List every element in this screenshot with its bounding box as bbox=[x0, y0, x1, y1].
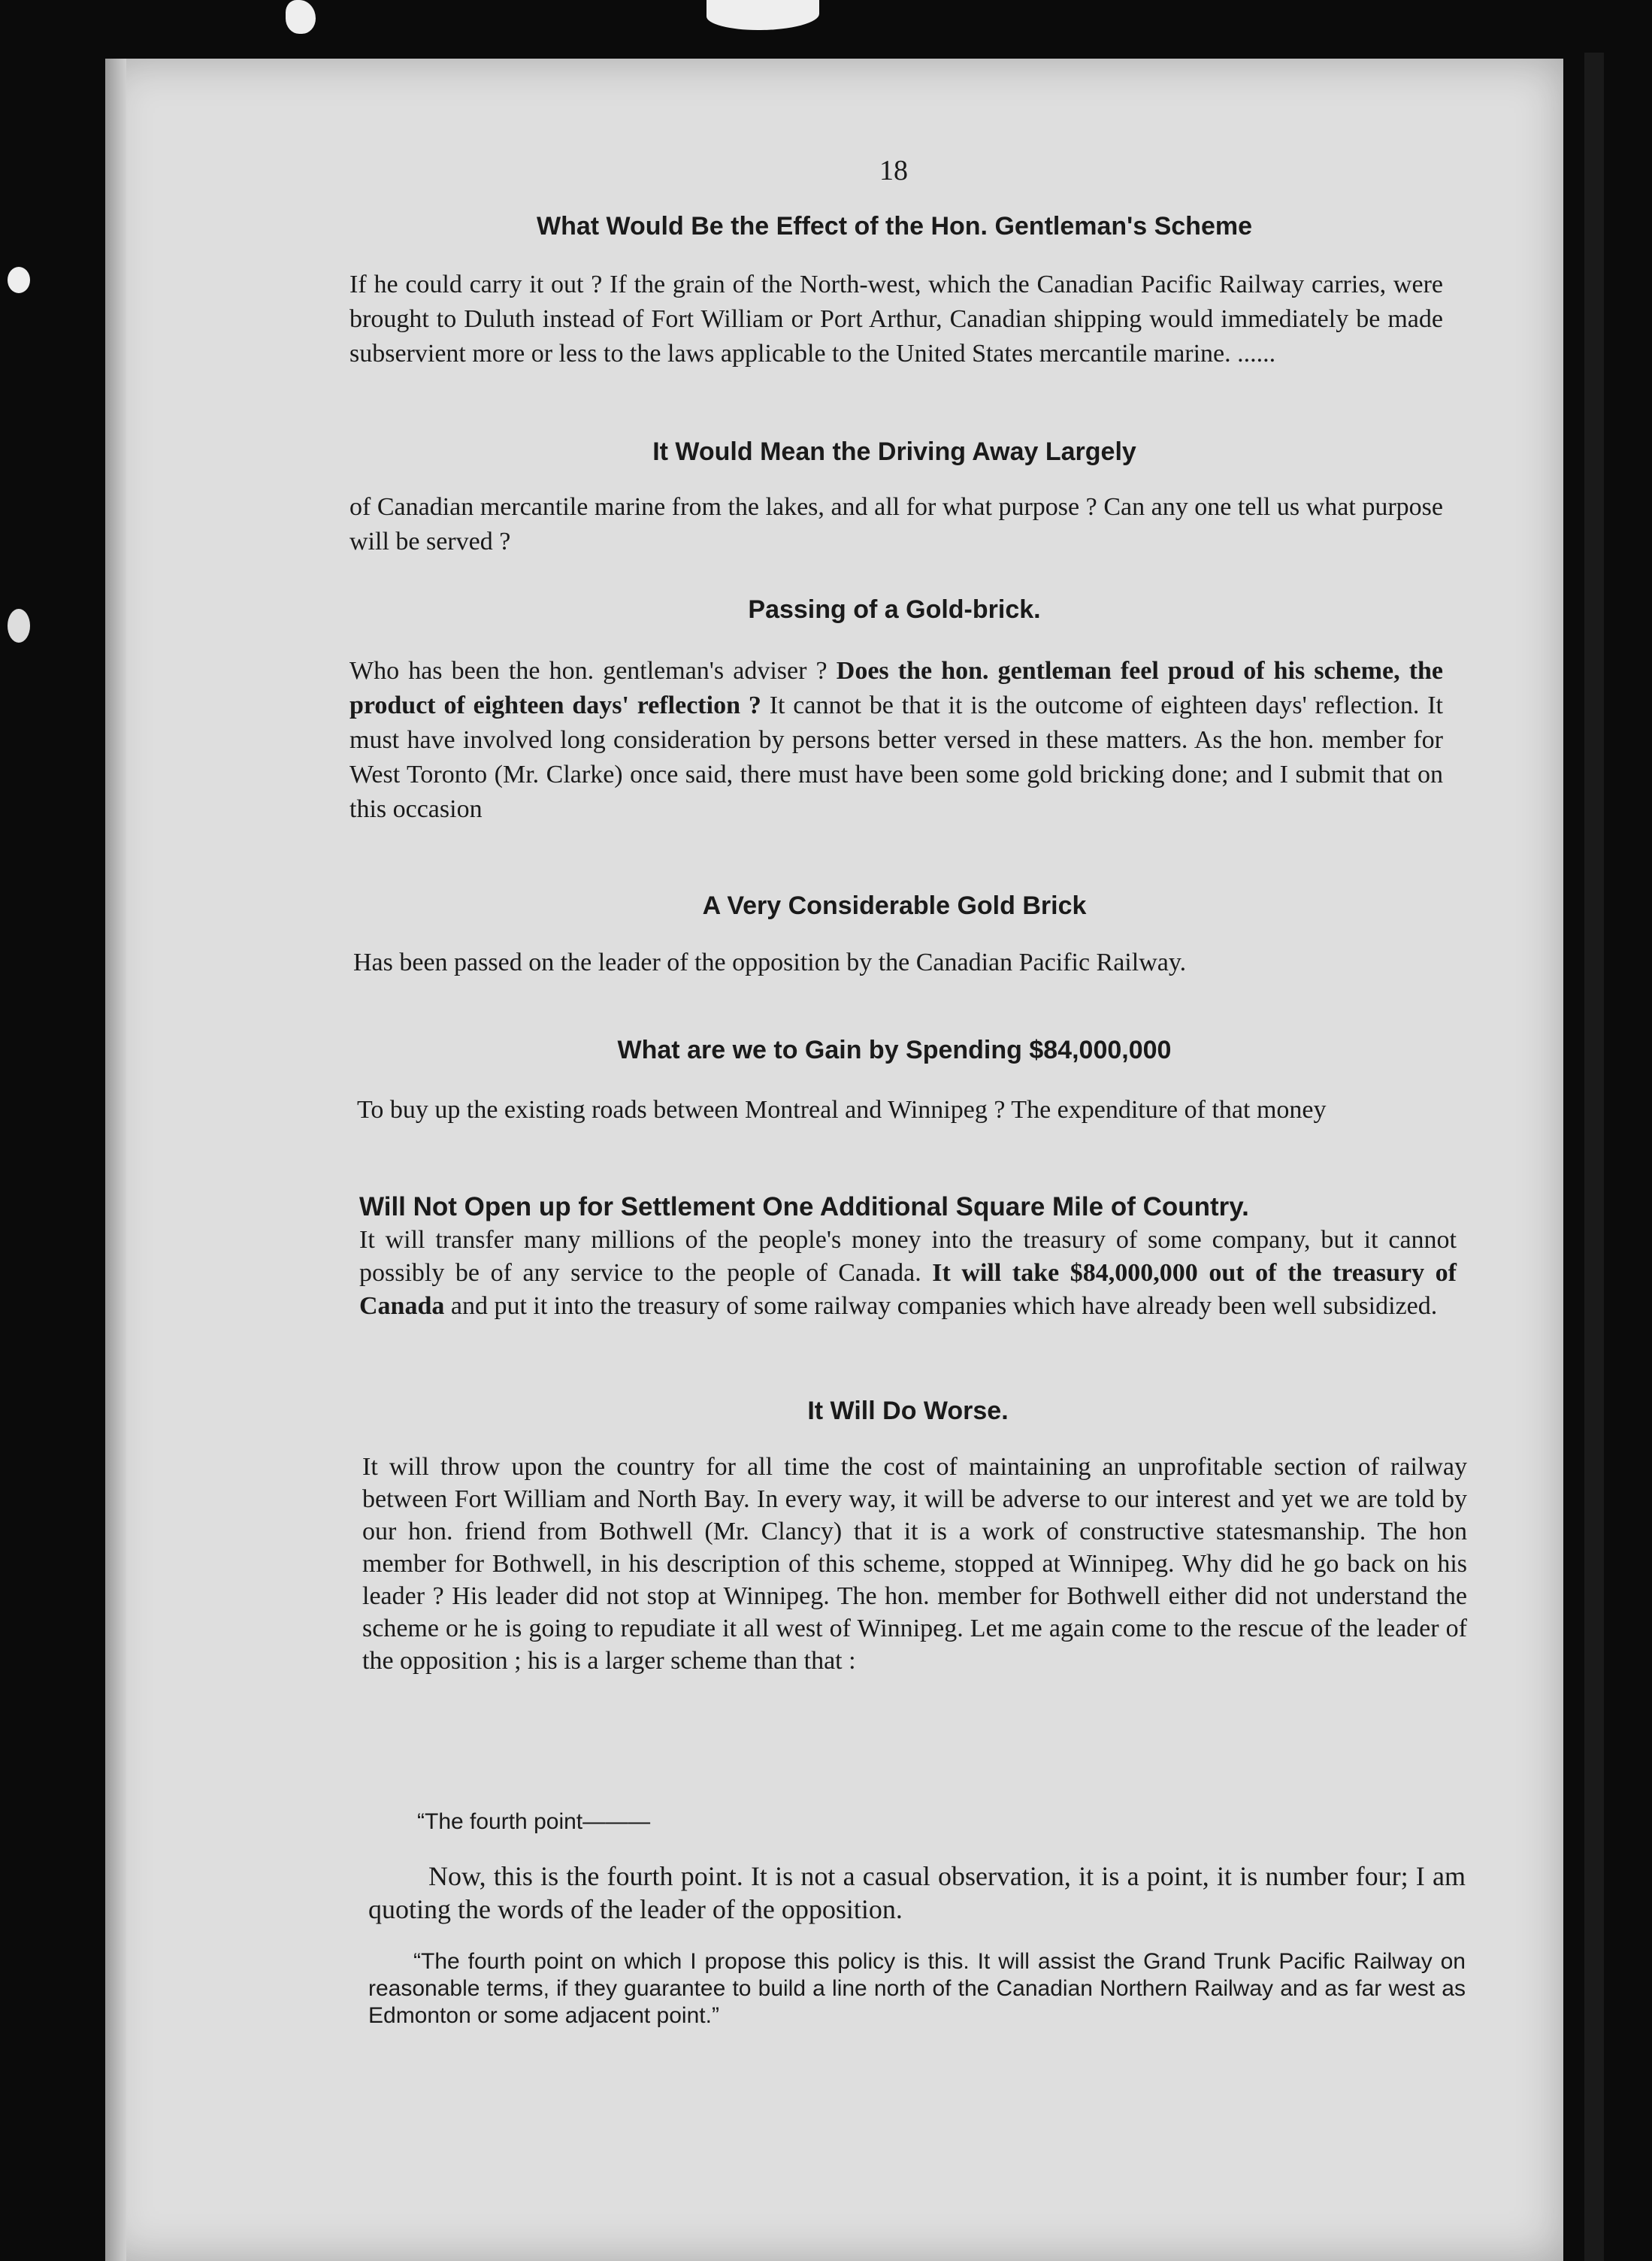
section-heading: A Very Considerable Gold Brick bbox=[702, 891, 1087, 920]
section-heading: Passing of a Gold-brick. bbox=[748, 595, 1041, 624]
section-body: Has been passed on the leader of the opposition by the Canadian Pacific Railway. bbox=[353, 949, 1187, 976]
section-heading: What are we to Gain by Spending $84,000,000 bbox=[617, 1036, 1172, 1064]
scan-edge bbox=[1584, 53, 1604, 2261]
section-body: To buy up the existing roads between Montreal and Winnipeg ? The expenditure of that money bbox=[357, 1096, 1327, 1124]
body-text: It cannot be that it is the outcome of eighteen days' reflection. It must have involved long consideration by persons better versed in these matters. As the hon. member for West Toronto (Mr. Clarke) once said, there must have been some gold bricking done; and I submit that on this occasion bbox=[349, 692, 1443, 823]
section-heading: Will Not Open up for Settlement One Additional Square Mile of Country. bbox=[359, 1192, 1249, 1221]
page-gutter bbox=[105, 59, 126, 2261]
quotation: “The fourth point on which I propose this policy is this. It will assist the Grand Trunk Pacific Railway on reasonable terms, if they guarantee to build a line north of the Canadian Northern Railway and as far west as Edmonton or some adjacent point.” bbox=[368, 1949, 1466, 2028]
section-heading: It Will Do Worse. bbox=[807, 1397, 1009, 1425]
section-body bbox=[359, 1224, 1457, 1323]
scan-speck bbox=[286, 0, 316, 34]
body-text: Who has been the hon. gentleman's adviser ? bbox=[349, 657, 828, 685]
body-text-bold: Does the hon. gentleman feel proud of his scheme, the product of eighteen days' reflection ? bbox=[349, 657, 1444, 719]
document-page bbox=[105, 59, 1563, 2261]
section-body: It will throw upon the country for all time the cost of maintaining an unprofitable section of railway between Fort William and North Bay. In every way, it will be adverse to our interest and yet we are told by our hon. friend from Bothwell (Mr. Clancy) that it is a work of constructive statesmanship. The hon member for Bothwell, in his description of this scheme, stopped at Winnipeg. Why did he go back on his leader ? His leader did not stop at Winnipeg. The hon. member for Bothwell either did not understand the scheme or he is going to repudiate it all west of Winnipeg. Let me again come to the rescue of the leader of the opposition ; his is a larger scheme than that : bbox=[362, 1453, 1467, 1675]
body-paragraph: Now, this is the fourth point. It is not a casual observation, it is a point, it is number four; I am quoting the words of the leader of the opposition. bbox=[368, 1861, 1466, 1924]
quotation: “The fourth point——— bbox=[417, 1809, 651, 1834]
scan-speck bbox=[706, 0, 819, 30]
section-heading: What Would Be the Effect of the Hon. Gentleman's Scheme bbox=[537, 212, 1252, 241]
body-text: It will transfer many millions of the people's money into the treasury of some company, but it cannot possibly be of any service to the people of Canada. bbox=[359, 1226, 1457, 1287]
section-body bbox=[349, 654, 1443, 827]
scan-speck bbox=[8, 267, 30, 293]
section-body: of Canadian mercantile marine from the lakes, and all for what purpose ? Can any one tell us what purpose will be served ? bbox=[349, 493, 1443, 555]
scan-speck bbox=[8, 609, 30, 643]
page-number: 18 bbox=[879, 155, 908, 186]
section-heading: It Would Mean the Driving Away Largely bbox=[652, 437, 1136, 466]
body-text: and put it into the treasury of some railway companies which have already been well subsidized. bbox=[450, 1292, 1438, 1320]
section-body: If he could carry it out ? If the grain of the North-west, which the Canadian Pacific Railway carries, were brought to Duluth instead of Fort William or Port Arthur, Canadian shipping would immediately be made subservient more or less to the laws applicable to the United States mercantile marine. ...... bbox=[349, 271, 1443, 368]
body-text-bold: It will take $84,000,000 out of the treasury of Canada bbox=[359, 1259, 1457, 1320]
